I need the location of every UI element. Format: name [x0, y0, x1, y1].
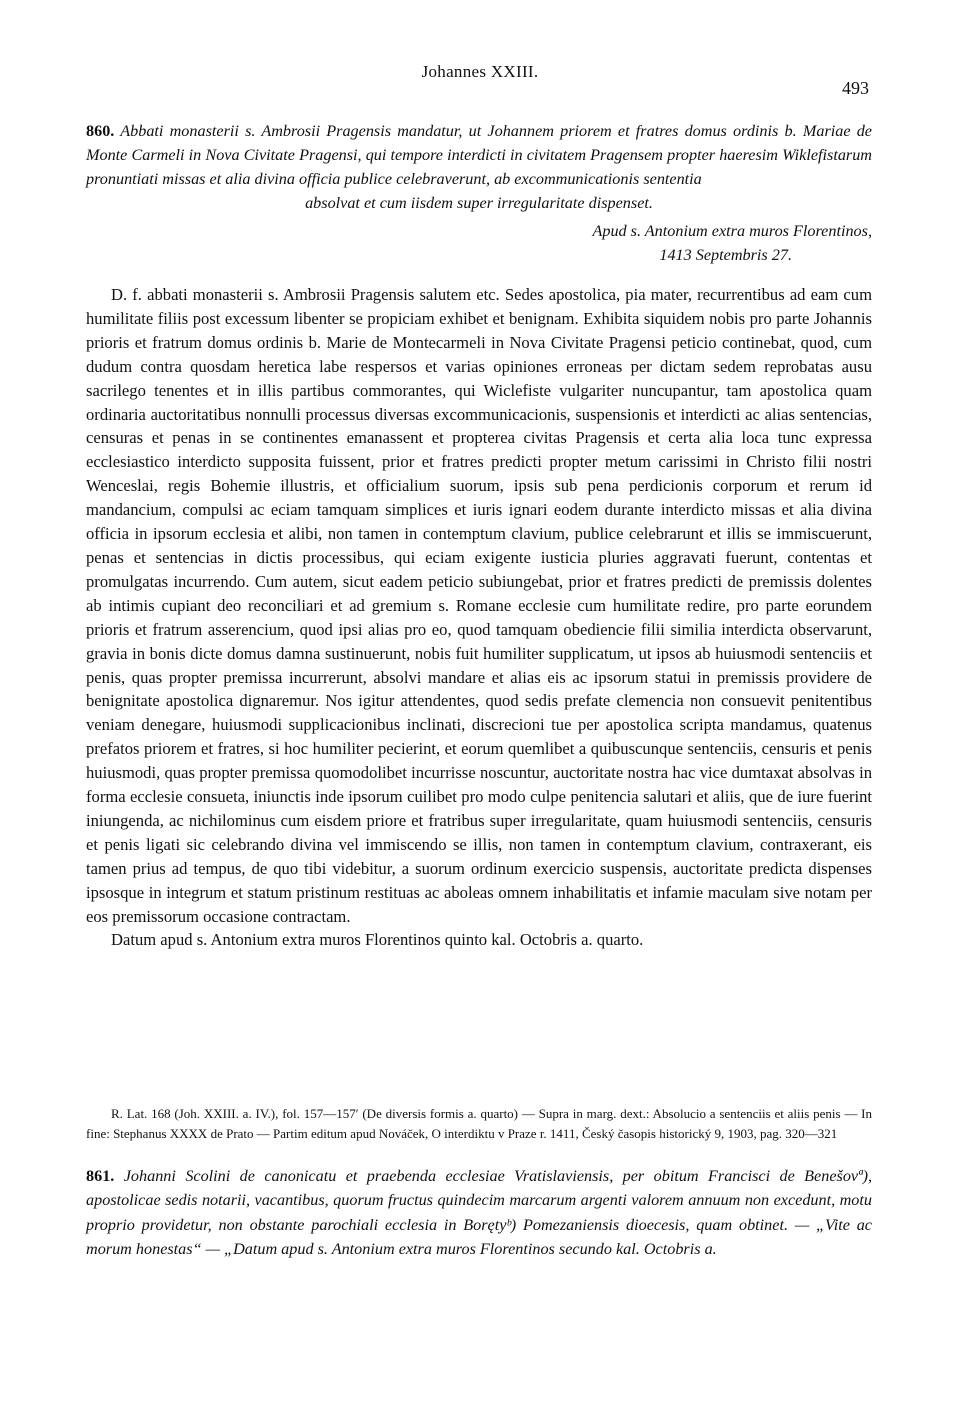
entry-861-number: 861.: [86, 1167, 115, 1185]
entry-860-place: Apud s. Antonium extra muros Florentinos,: [592, 222, 872, 240]
entry-860-regest-text: Abbati monasterii s. Ambrosii Pragensis mandatur, ut Johannem priorem et fratres domus ordinis b. Mariae de Monte Carmeli in Nova Civitate Pragensi, qui tempore interdicti in civitatem Pragensem propter haeresim Wiklefistarum pronuntiati missas et alia divina officia publice celebraverunt, ab excommunicationis sententia: [86, 122, 872, 188]
entry-861-regest: [86, 1164, 872, 1262]
running-title: Johannes XXIII.: [421, 62, 539, 81]
page-number: 493: [842, 78, 869, 98]
entry-860-datum: Datum apud s. Antonium extra muros Florentinos quinto kal. Octobris a. quarto.: [111, 930, 644, 950]
entry-860-body: [86, 283, 872, 952]
entry-860-place-date: [86, 219, 872, 267]
entry-860-regest-last-line: absolvat et cum iisdem super irregularitate dispenset.: [305, 194, 653, 212]
entry-861-regest-text: Johanni Scolini de canonicatu et praebenda ecclesiae Vratislaviensis, per obitum Francisci de Benešovª), apostolicae sedis notarii, vacantibus, quorum fructus quindecim marcarum argenti valorem annuum non excedunt, motu proprio providetur, non obstante parochiali ecclesia in Borętyᵇ) Pomezaniensis dioecesis, quam obtinet. — „Vite ac morum honestas“ — „Datum apud s. Antonium extra muros Florentinos secundo kal. Octobris a.: [86, 1167, 873, 1259]
entry-860-apparatus-note: [86, 1104, 872, 1143]
entry-860-number: 860.: [86, 122, 115, 140]
entry-860-date: 1413 Septembris 27.: [659, 246, 792, 264]
entry-860-note-text: R. Lat. 168 (Joh. XXIII. a. IV.), fol. 157—157′ (De diversis formis a. quarto) — Supra in marg. dext.: Absolucio a sentenciis et aliis penis — In fine: Stephanus XXXX de Prato — Partim editum apud Nováček, O interdiktu v Praze r. 1411, Český časopis historický 9, 1903, pag. 320—321: [86, 1106, 872, 1141]
entry-860-text: D. f. abbati monasterii s. Ambrosii Pragensis salutem etc. Sedes apostolica, pia mater, recurrentibus ad eam cum humilitate filiis post excessum libenter se propiciam exhibet et benignam. Exhibita siquidem nobis pro parte Johannis prioris et fratrum domus ordinis b. Marie de Montecarmeli in Nova Civitate Pragensi peticio continebat, quod, cum dudum contra quosdam heretica labe respersos et varias opiniones erroneas per dictam sedem reprobatas ausu sacrilego tenentes et in illis partibus commorantes, qui Wiclefiste vulgariter nuncupantur, tam apostolica quam ordinaria auctoritatibus nonnulli processus diversas excommunicacionis, suspensionis et interdicti ac alias sentencias, censuras et penas in se continentes emanassent et propterea civitas Pragensis et certa alia loca tunc expressa ecclesiastico interdicto supposita fuissent, prior et fratres predicti propter metum carissimi in Christo filii nostri Wenceslai, regis Bohemie illustris, et officialium suorum, ipsis sub pena perdicionis corporum et rerum id mandancium, compulsi ac eciam tamquam simplices et iuris ignari eodem durante interdicto missas et alia divina officia in ipsorum ecclesia et alibi, non tamen in contemptum clavium, publice celebrarunt et illis se immiscuerunt, penas et sentencias in dictis processibus, qui eciam exigente iusticia pluries aggravati fuerunt, contentas et promulgatas incurrendo. Cum autem, sicut eadem peticio subiungebat, prior et fratres predicti de premissis dolentes ab intimis cupiant deo reconciliari et ad gremium s. Romane ecclesie cum humilitate redire, pro parte eorundem prioris et fratrum asserencium, quod ipsi alias pro eo, quod tamquam obediencie filii similia interdicta observarunt, gravia in bonis dicte domus damna sustinuerunt, nobis fuit humiliter supplicatum, ut ipsos ab huiusmodi sentenciis et penis, quas propter premissa incurrerunt, absolvi mandare et alias eis ac ipsorum statui in premissis providere de benignitate apostolica dignaremur. Nos igitur attendentes, quod sedis prefate clemencia non consuevit penitentibus veniam denegare, huiusmodi supplicacionibus inclinati, discrecioni tue per apostolica scripta mandamus, quatenus prefatos priorem et fratres, si hoc humiliter pecierint, et eorum quemlibet a quibuscunque sentenciis, censuris et penis huiusmodi, quas propter premissa quomodolibet incurrisse noscuntur, auctoritate nostra hac vice dumtaxat absolvas in forma ecclesie consueta, iniunctis inde ipsorum cuilibet pro modo culpe penitencia salutari et aliis, que de iure fuerint iniungenda, ac nichilominus cum eisdem priore et fratribus super irregularitate, quam huiusmodi sentenciis, censuris et penis ligati sic celebrando divina vel immiscendo se illis, non tamen in contemptum clavium, contraxerant, eis tamen prius ad tempus, de quo tibi videbitur, a suorum ordinum exercicio suspensis, auctoritate predicta dispenses ipsosque in integrum et statum pristinum restituas ac aboleas omnem inhabilitatis et infamie maculam sive notam per eos premissorum occasione contractam.: [86, 285, 872, 926]
entry-860-regest: [86, 119, 872, 215]
